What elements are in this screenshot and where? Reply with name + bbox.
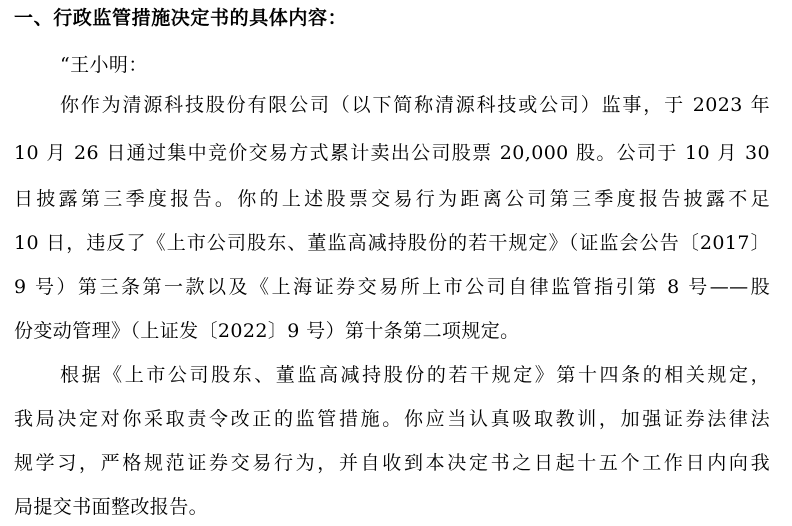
paragraph-1-line: 10 月 26 日通过集中竞价交易方式累计卖出公司股票 20,000 股。公司于 10 月 30 bbox=[14, 142, 770, 164]
paragraph-1-line: 你作为清源科技股份有限公司（以下简称清源科技或公司）监事，于 2023 年 bbox=[60, 94, 770, 116]
paragraph-1-line: 10 日，违反了《上市公司股东、董监高减持股份的若干规定》（证监会公告〔2017〕 bbox=[14, 232, 770, 254]
paragraph-2-line: 局提交书面整改报告。 bbox=[14, 496, 209, 518]
paragraph-1-line: 9 号）第三条第一款以及《上海证券交易所上市公司自律监管指引第 8 号——股 bbox=[14, 276, 770, 298]
paragraph-2-line: 规学习，严格规范证券交易行为，并自收到本决定书之日起十五个工作日内向我 bbox=[14, 452, 770, 474]
paragraph-1-line: 日披露第三季度报告。你的上述股票交易行为距离公司第三季度报告披露不足 bbox=[14, 188, 770, 210]
salutation: “王小明： bbox=[60, 54, 148, 76]
paragraph-2-line: 根据《上市公司股东、董监高减持股份的若干规定》第十四条的相关规定， bbox=[60, 364, 770, 386]
section-heading: 一、行政监管措施决定书的具体内容： bbox=[14, 7, 348, 29]
paragraph-2-line: 我局决定对你采取责令改正的监管措施。你应当认真吸取教训，加强证券法律法 bbox=[14, 408, 770, 430]
paragraph-1-line: 份变动管理》（上证发〔2022〕9 号）第十条第二项规定。 bbox=[14, 320, 520, 342]
